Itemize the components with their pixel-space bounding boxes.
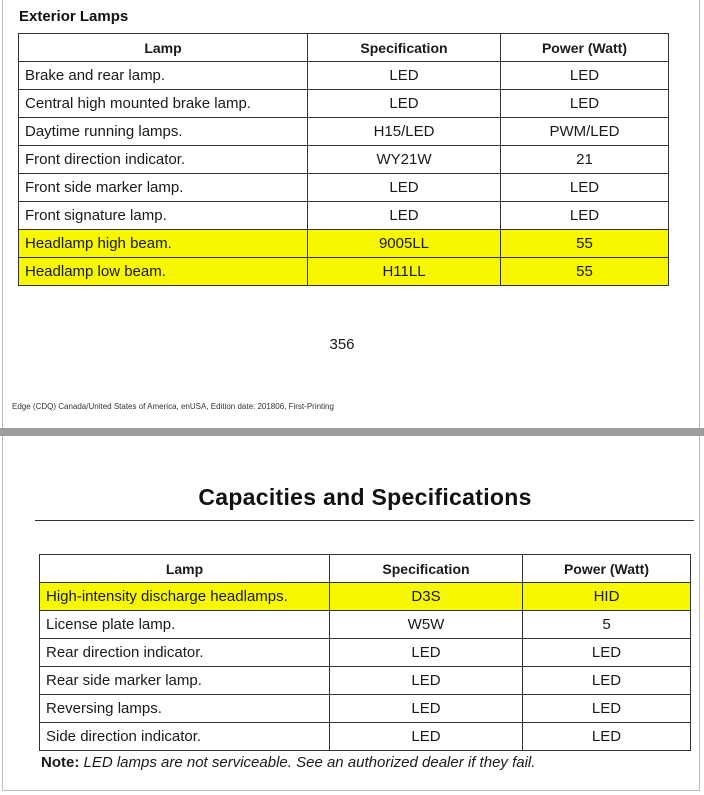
spec-cell: W5W: [330, 611, 523, 639]
power-cell: PWM/LED: [501, 118, 669, 146]
table-row: [19, 202, 669, 230]
exterior-lamps-table: [18, 33, 669, 286]
edition-footer: Edge (CDQ) Canada/United States of America, enUSA, Edition date: 201806, First-Printing: [12, 402, 334, 411]
table-row: [40, 667, 691, 695]
spec-cell: H15/LED: [308, 118, 501, 146]
spec-cell: LED: [330, 639, 523, 667]
table-row: [19, 174, 669, 202]
power-cell: LED: [523, 723, 691, 751]
power-cell: LED: [501, 62, 669, 90]
lamp-cell: Rear direction indicator.: [40, 639, 330, 667]
lamp-cell: Brake and rear lamp.: [19, 62, 308, 90]
table-row: [40, 723, 691, 751]
spec-cell: LED: [308, 90, 501, 118]
lamp-cell: License plate lamp.: [40, 611, 330, 639]
power-cell: LED: [523, 639, 691, 667]
lamp-cell: Daytime running lamps.: [19, 118, 308, 146]
table-header-row: [19, 34, 669, 62]
power-cell: LED: [523, 667, 691, 695]
spec-cell: LED: [308, 174, 501, 202]
table-header-row: [40, 555, 691, 583]
header-lamp: Lamp: [19, 34, 308, 62]
lamp-cell: Front side marker lamp.: [19, 174, 308, 202]
lamp-cell: Reversing lamps.: [40, 695, 330, 723]
spec-cell: LED: [330, 723, 523, 751]
power-cell: LED: [501, 202, 669, 230]
heading-rule: [35, 520, 694, 521]
lamp-cell: Front signature lamp.: [19, 202, 308, 230]
power-cell: 55: [501, 258, 669, 286]
page-divider: [0, 428, 704, 436]
spec-cell: D3S: [330, 583, 523, 611]
spec-cell: LED: [308, 62, 501, 90]
lamp-cell: Headlamp low beam.: [19, 258, 308, 286]
lamp-cell: Headlamp high beam.: [19, 230, 308, 258]
table-row: [19, 62, 669, 90]
header-lamp: Lamp: [40, 555, 330, 583]
power-cell: 21: [501, 146, 669, 174]
spec-cell: LED: [308, 202, 501, 230]
lamp-cell: Central high mounted brake lamp.: [19, 90, 308, 118]
table-row: [40, 695, 691, 723]
header-specification: Specification: [308, 34, 501, 62]
chapter-heading: Capacities and Specifications: [198, 484, 532, 510]
spec-cell: WY21W: [308, 146, 501, 174]
power-cell: HID: [523, 583, 691, 611]
page-number: 356: [329, 336, 355, 353]
lamp-specifications-table: [39, 554, 691, 751]
table-row-highlighted: [40, 583, 691, 611]
power-cell: 55: [501, 230, 669, 258]
spec-cell: LED: [330, 667, 523, 695]
table-row: [19, 90, 669, 118]
table-row-highlighted: [19, 258, 669, 286]
lamp-cell: High-intensity discharge headlamps.: [40, 583, 330, 611]
table-row-highlighted: [19, 230, 669, 258]
power-cell: 5: [523, 611, 691, 639]
table-row: [40, 639, 691, 667]
lamp-cell: Side direction indicator.: [40, 723, 330, 751]
power-cell: LED: [523, 695, 691, 723]
header-power: Power (Watt): [501, 34, 669, 62]
table-row: [40, 611, 691, 639]
note-text: LED lamps are not serviceable. See an authorized dealer if they fail.: [79, 754, 536, 771]
spec-cell: H11LL: [308, 258, 501, 286]
header-specification: Specification: [330, 555, 523, 583]
power-cell: LED: [501, 90, 669, 118]
table-row: [19, 118, 669, 146]
section-title: Exterior Lamps: [19, 8, 129, 25]
spec-cell: LED: [330, 695, 523, 723]
lamp-cell: Front direction indicator.: [19, 146, 308, 174]
table-row: [19, 146, 669, 174]
note: [41, 754, 535, 771]
header-power: Power (Watt): [523, 555, 691, 583]
spec-cell: 9005LL: [308, 230, 501, 258]
power-cell: LED: [501, 174, 669, 202]
note-label: Note:: [41, 754, 80, 771]
lamp-cell: Rear side marker lamp.: [40, 667, 330, 695]
